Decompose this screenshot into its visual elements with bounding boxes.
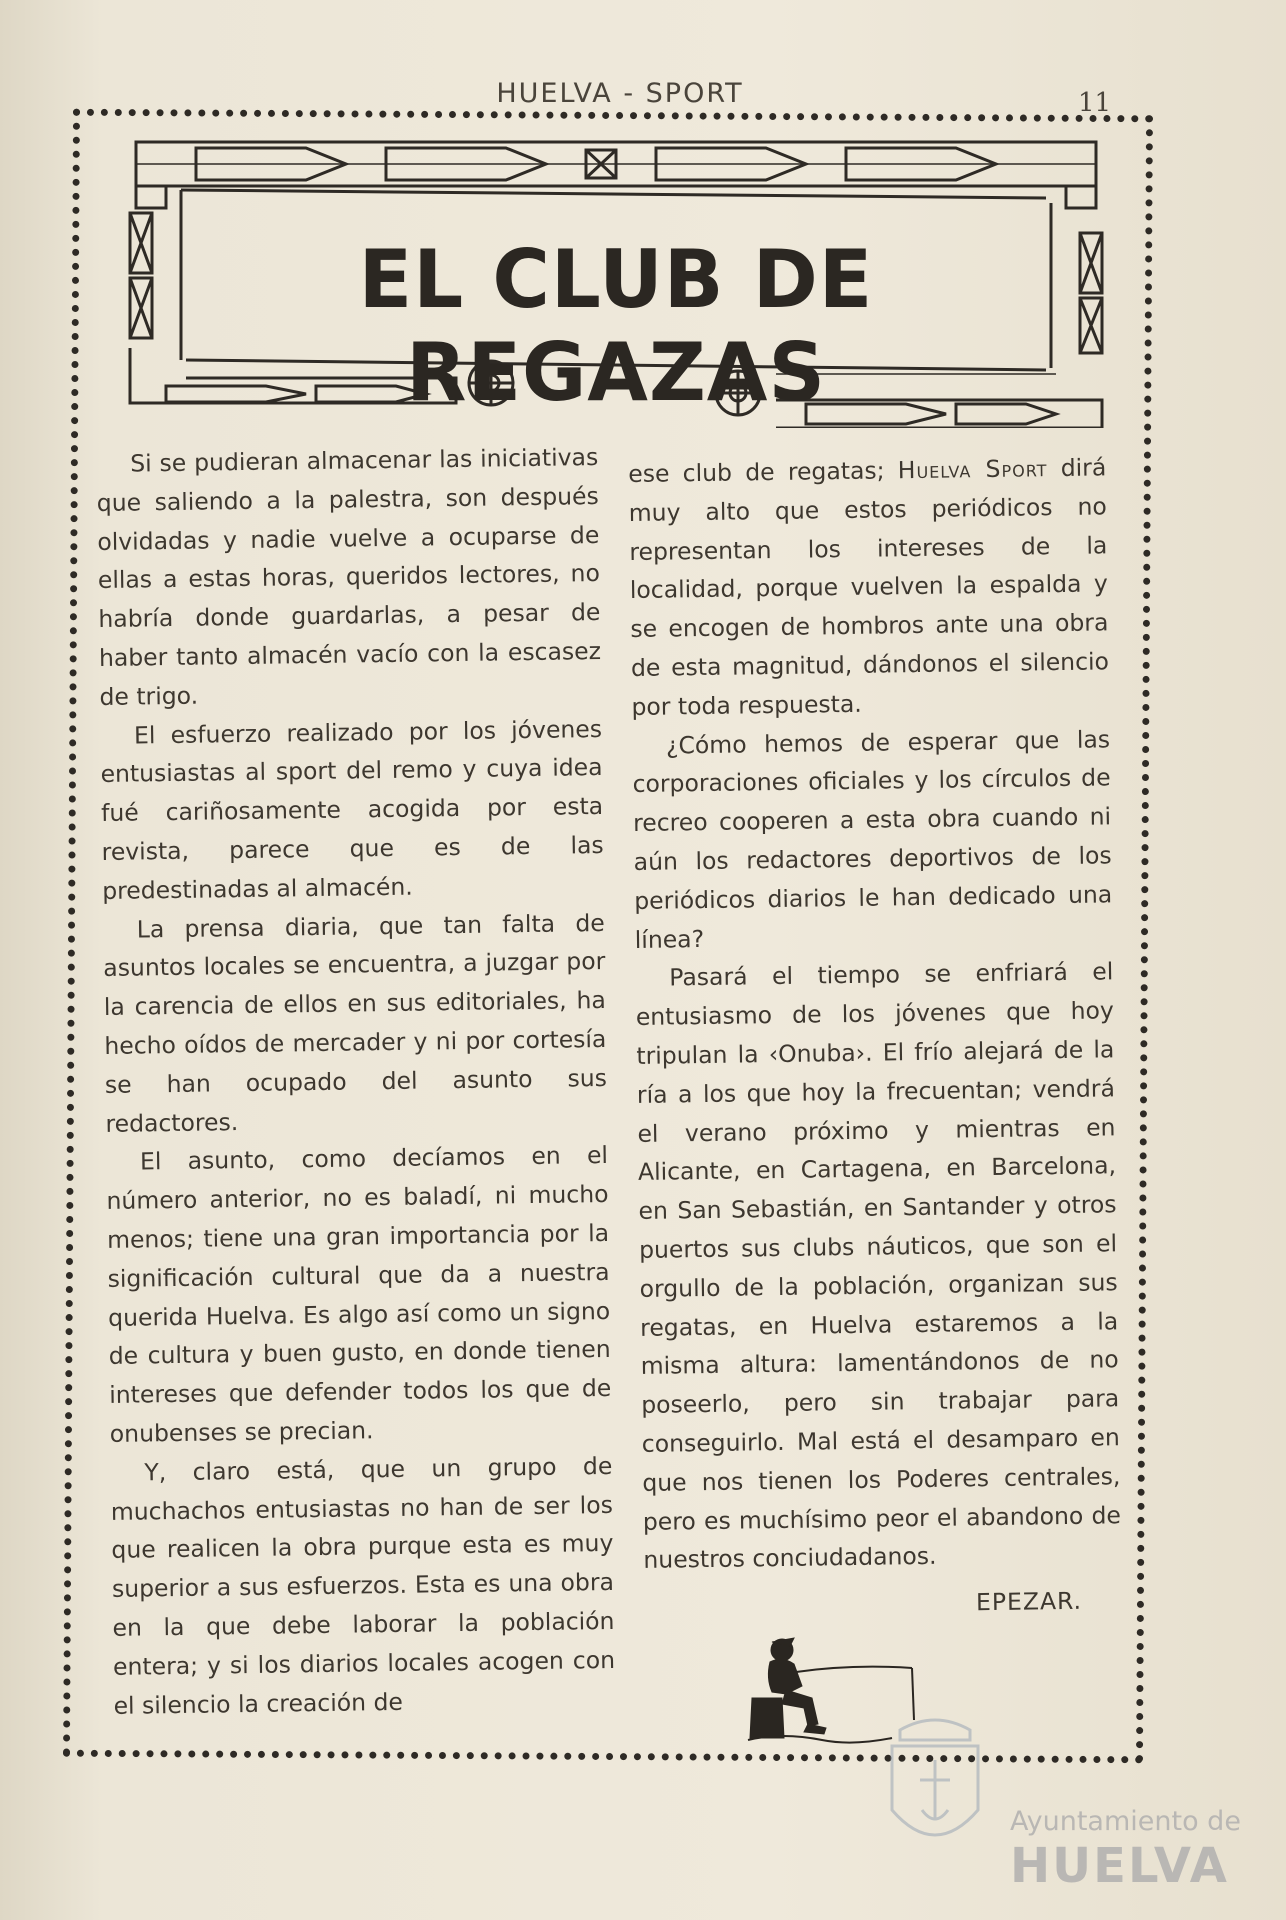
paragraph: El esfuerzo realizado por los jóvenes entusiastas al sport del remo y cuya idea fué cariñosamente acogida por esta revista, parece que es de las predestinadas al almacén. — [100, 714, 604, 905]
paragraph: Y, claro está, que un grupo de muchachos entusiastas no han de ser los que realicen la obra purque esta es muy superior a sus esfuerzos. Esta es una obra en la que debe laborar la población entera; y si los diarios locales acogen con el silencio la creación de — [110, 1451, 616, 1720]
city-crest-watermark-icon — [880, 1710, 990, 1860]
magazine-name: Huelva Sport — [897, 454, 1048, 485]
author-signature: EPEZAR. — [975, 1586, 1083, 1617]
paragraph: ¿Cómo hemos de esperar que las corporaciones oficiales y los círculos de recreo cooperen a esta obra cuando ni aún los redactores deportivos de los periódicos diarios le han dedicado una línea? — [632, 724, 1113, 954]
left-column — [96, 438, 616, 1725]
running-head: HUELVA - SPORT — [496, 78, 744, 109]
paragraph-text: ese club de regatas; — [628, 456, 898, 488]
watermark-line-1: Ayuntamiento de — [1010, 1806, 1241, 1837]
paragraph — [628, 448, 1110, 726]
title-cartouche — [126, 138, 1106, 428]
paragraph: La prensa diaria, que tan falta de asuntos locales se encuentra, a juzgar por la carencia de ellos en sus editoriales, ha hecho oídos de mercader y ni por cortesía se han ocupado del asunto sus redactores. — [103, 908, 608, 1138]
paragraph: Pasará el tiempo se enfriará el entusiasmo de los jóvenes que hoy tripulan la ‹Onuba›. El frío alejará de la ría a los que hoy la frecuentan; vendrá el verano próximo y mientras en Alicante, en Cartagena, en Barcelona, en San Sebastián, en Santander y otros puertos sus clubs náuticos, que son el orgullo de la población, organizan sus regatas, en Huelva estaremos a la misma altura: lamentándonos de no poseerlo, pero sin trabajar para conseguirlo. Mal está el desamparo en que nos tienen los Poderes centrales, pero es muchísimo peor el abandono de nuestros conciudadanos. — [635, 957, 1122, 1575]
paragraph-text: dirá muy alto que estos periódicos no representan los intereses de la localidad, porque vuelven la espalda y se encogen de hombros ante una obra de esta magnitud, dándonos el silencio por toda respuesta. — [628, 453, 1110, 721]
article-title: EL CLUB DE REGAZAS — [358, 233, 874, 419]
paragraph: El asunto, como decíamos en el número anterior, no es baladí, ni mucho menos; tiene una gran importancia por la significación cultural que da a nuestra querida Huelva. Es algo así como un signo de cultura y buen gusto, en donde tienen intereses que defender todos los que de onubenses se precian. — [106, 1141, 612, 1448]
paragraph: Si se pudieran almacenar las iniciativas que saliendo a la palestra, son después olvidadas y nadie vuelve a ocuparse de ellas a estas horas, queridos lectores, no habría donde guardarlas, a pesar de haber tanto almacén vacío con la escasez de trigo. — [96, 442, 602, 711]
watermark-line-2: HUELVA — [1010, 1838, 1229, 1894]
right-column — [628, 448, 1122, 1626]
page-number: 11 — [1078, 88, 1112, 118]
